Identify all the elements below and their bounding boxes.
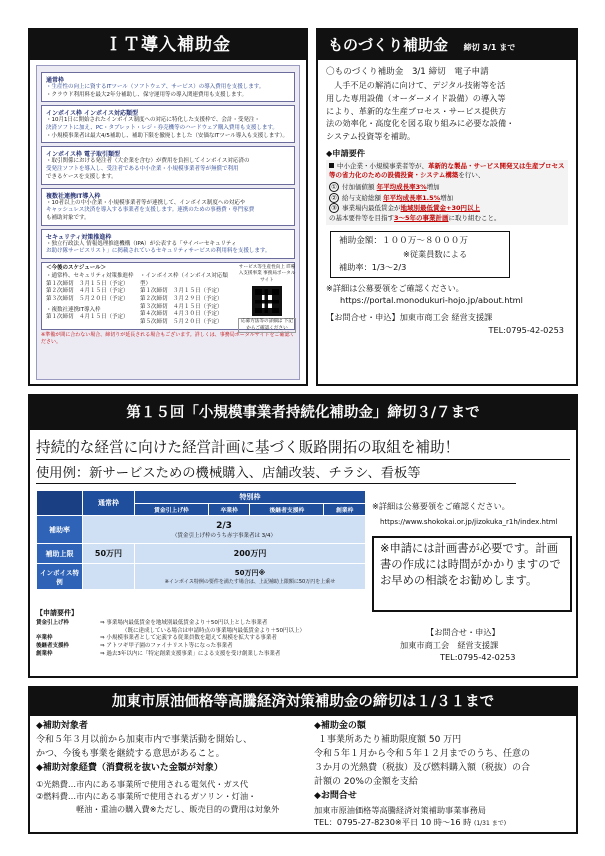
jizoku-headline: 持続的な経営に向けた経営計画に基づく販路開拓の取組を補助！ bbox=[36, 436, 570, 460]
mono-title-bar bbox=[318, 30, 576, 60]
mono-panel: ものづくり補助金 締切 3/1 まで 〇ものづくり補助金 3/1 締切 電子申請 人手不足の解消に向けて、デジタル技術等を活 用した専用設備（オーダーメイド設備）の導入等 により、革新的な生産プロセス・サービス提供方 法の効率化・高度化を図る取り組みに必要な設備・ システム投資等を補助。 ◆申請要件 中小企業・小規模事業者等が、革新的な製品・サービス開発又は生産プロセス等の省力化のための設備投資・システム構築を行い、 ① 付加価値額 年平均成長率3%増加 ② 給与支給総額 年平均成長率1.5%増加 ③ 事業場内最低賃金が地域別最低賃金+30円以上 の基本要件等を目指す3〜5年の事業計画に取り組むこと。 補助金額：１００万〜８０００万 ※従業員数による 補助率：1/3〜2/3 ※詳細は公募要領をご確認ください。 https://portal.monodukuri-hojo.jp/about.html 【お問合せ・申込】加東市商工会 経営支援課 TEL:0795-42-0253 bbox=[316, 28, 578, 386]
it-sec-invoice: インボイス枠 インボイス対応類型 ・10月1日に開始されたインボイス制度への対応に特化した支援枠で、会計・受発注・ 決済ソフトに加え、PC・タブレット・レジ・券売機等のハードウェア購入費用も支援します。 ・小規模事業者は最大4/5補助し、補助下限を撤廃しました（安価なITツール導入も支援します）。 bbox=[41, 105, 295, 143]
mono-deadline: 締切 3/1 まで bbox=[463, 43, 516, 52]
jizoku-banner: 第１５回「小規模事業者持続化補助金」締切３/７まで bbox=[30, 396, 576, 430]
mono-url[interactable]: https://portal.monodukuri-hojo.jp/about.html bbox=[340, 295, 523, 306]
jizoku-panel: 第１５回「小規模事業者持続化補助金」締切３/７まで 持続的な経営に向けた経営計画に基づく販路開拓の取組を補助！ 使用例：新サービスための機械購入、店舗改装、チラシ、看板等 通常枠 特別枠 賃金引上げ枠 卒業枠 後継者支援枠 創業枠 補助率 2/3 （賃金引上げ枠のうち赤字事業者は 3/4） 補助上限 50万円 200万円 インボイス特例 50万円※ ※インボイス特例の要件を満たす場合は、上記補助上限額に50万円を上乗せ ※詳細は公募要領をご確認ください。 https://www.shokokai.or.jp/jizokuka_r1h/index.html ※申請には計画書が必要です。計画書の作成には時間がかかりますのでお早めの相談をお勧めします。 【申請要件】 賃金引上げ枠 ⇒ 事業場内最低賃金を地域別最低賃金より＋50円以上とした事業者 （既に達成している場合は申請時点の事業場内最低賃金より＋50円以上） 卒業枠 ⇒ 小規模事業者として定義する従業員数を超えて規模を拡大する事業者 後継者支援枠 ⇒ アトツギ甲子園のファイナリスト等になった事業者 創業枠 ⇒ 過去3年以内に「特定創業支援事業」による支援を受け創業した事業者 【お問合せ・申込】 加東市商工会 経営支援課 TEL:0795-42-0253 bbox=[28, 394, 578, 678]
it-schedule: ＜今後のスケジュール＞ ・通常枠、セキュリティ対策推進枠 第１次締切 ３月１５日（予定） 第２次締切 ４月１５日（予定） 第３次締切 ５月２０日（予定） ・複数社連携IT導入枠 第１次締切 ４月１５日（予定） ・インボイス枠（インボイス対応類型） 第１次締切 ３月１５日（予定） 第２次締切 ３月２９日（予定） 第３次締切 ４月１５日（予定） 第４次締切 ４月３０日（予定） 第５次締切 ５月２０日（予定） サービス等生産性向上 IT導入支援事業 事務局ポータルサイト 応募方法等の詳細は 下記からご確認ください bbox=[41, 262, 295, 330]
jizoku-notice-box: ※申請には計画書が必要です。計画書の作成には時間がかかりますのでお早めの相談をお勧めします。 bbox=[372, 536, 572, 612]
it-sec-security: セキュリティ対策推進枠 ・独立行政法人 情報処理推進機構（IPA）が公表する「サイバーセキュリティ お助け隊サービスリスト」に掲載されているセキュリティサービスの利用料を支援します。 bbox=[41, 229, 295, 259]
it-sec-multi: 複数社連携IT導入枠 ・10者以上の中小企業・小規模事業者等が連携して、インボイス制度への対応や キャッシュレス決済を導入する事業者を支援します。連携のための事務費・専門家費 も補助対象です。 bbox=[41, 188, 295, 226]
it-sec-normal: 通常枠 ・生産性の向上に資するITツール（ソフトウェア、サービス）の導入費用を支援します。 ・クラウド利用料を最大2年分補助し、保守運用等の導入関連費用も支援します。 bbox=[41, 72, 295, 102]
oil-panel: 加東市原油価格等高騰経済対策補助金の締切は１/３１まで ◆補助対象者 令和５年３月以前から加東市内で事業活動を開始し、 かつ、今後も事業を継続する意思があること。 ◆補助対象経費（消費税を抜いた金額が対象） ①光熱費…市内にある事業所で使用される電気代・ガス代 ②燃料費…市内にある事業所で使用されるガソリン・灯油・ 軽油・重油の購入費※ただし、販売目的の費用は対象外 ◆補助金の額 １事業所あたり補助限度額 50 万円 令和５年１月から令和５年１２月までのうち、任意の ３か月の光熱費（税抜）及び燃料購入額（税抜）の合 計額の 20%の金額を支給 ◆お問合せ 加東市原油価格等高騰経済対策補助事業事務局 TEL：0795-27-8230※平日 10 時〜16 時 (1/31 まで) bbox=[28, 686, 578, 834]
it-sec-etrade: インボイス枠 電子取引類型 ・取引関係における発注者（大企業を含む）が費用を負担してインボイス対応済の 受発注ソフトを導入し、受注者である中小企業・小規模事業者等が無償で利用 できるケースを支援します。 bbox=[41, 146, 295, 184]
jizoku-url[interactable]: https://www.shokokai.or.jp/jizokuka_r1h/index.html bbox=[380, 518, 558, 526]
oil-banner: 加東市原油価格等高騰経済対策補助金の締切は１/３１まで bbox=[30, 688, 576, 716]
jizoku-grant-table: 通常枠 特別枠 賃金引上げ枠 卒業枠 後継者支援枠 創業枠 補助率 2/3 （賃金引上げ枠のうち赤字事業者は 3/4） 補助上限 50万円 200万円 インボイス特例 50万円※ ※インボイス特例の要件を満たす場合は、上記補助上限額に50万円を上乗せ bbox=[36, 490, 366, 590]
mono-title: ものづくり補助金 bbox=[328, 36, 449, 54]
mono-amount-box: 補助金額：１００万〜８０００万 ※従業員数による 補助率：1/3〜2/3 bbox=[330, 231, 510, 278]
jizoku-requirements: 【申請要件】 賃金引上げ枠 ⇒ 事業場内最低賃金を地域別最低賃金より＋50円以上とした事業者 （既に達成している場合は申請時点の事業場内最低賃金より＋50円以上） 卒業枠 ⇒ 小規模事業者として定義する従業員数を超えて規模を拡大する事業者 後継者支援枠 ⇒ アトツギ甲子園のファイナリスト等になった事業者 創業枠 ⇒ 過去3年以内に「特定創業支援事業」による支援を受け創業した事業者 bbox=[36, 609, 306, 657]
it-title: ＩＴ導入補助金 bbox=[30, 30, 306, 60]
it-panel bbox=[28, 28, 308, 386]
jizoku-contact: 【お問合せ・申込】 加東市商工会 経営支援課 TEL:0795-42-0253 bbox=[400, 627, 516, 663]
qr-code-icon[interactable] bbox=[252, 286, 282, 316]
jizoku-example: 使用例：新サービスための機械購入、店舗改装、チラシ、看板等 bbox=[36, 462, 516, 484]
it-body: 通常枠 ・生産性の向上に資するITツール（ソフトウェア、サービス）の導入費用を支援します。 ・クラウド利用料を最大2年分補助し、保守運用等の導入関連費用も支援します。 インボイス枠 インボイス対応類型 ・10月1日に開始されたインボイス制度への対応に特化した支援枠で、会計・受発注・ 決済ソフトに加え、PC・タブレット・レジ・券売機等のハードウェア購入費用も支援します。 ・小規模事業者は最大4/5補助し、補助下限を撤廃しました（安価なITツール導入も支援します）。 インボイス枠 電子取引類型 ・取引関係における発注者（大企業を含む）が費用を負担してインボイス対応済の 受発注ソフトを導入し、受注者である中小企業・小規模事業者等が無償で利用 できるケースを支援します。 複数社連携IT導入枠 ・10者以上の中小企業・小規模事業者等が連携して、インボイス制度への対応や キャッシュレス決済を導入する事業者を支援します。連携のための事務費・専門家費 も補助対象です。 セキュリティ対策推進枠 ・独立行政法人 情報処理推進機構（IPA）が公表する「サイバーセキュリティ お助け隊サービスリスト」に掲載されているセキュリティサービスの利用料を支援します。 ＜今後のスケジュール＞ ・通常枠、セキュリティ対策推進枠 第１次締切 ３月１５日（予定） 第２次締切 ４月１５日（予定） 第３次締切 ５月２０日（予定） ・複数社連携IT導入枠 第１次締切 ４月１５日（予定） ・インボイス枠（インボイス対応類型） 第１次締切 ３月１５日（予定） 第２次締切 ３月２９日（予定） 第３次締切 ４月１５日（予定） 第４次締切 ４月３０日（予定） 第５次締切 ５月２０日（予定） サービス等生産性向上 IT導入支援事業 事務局ポータルサイト 応募方法等の詳細は 下記からご確認ください ※準備が間に合わない場合、締切りが延長される場合もございます。詳しくは、事務局ポータルサイトをご確認ください。 bbox=[36, 65, 300, 380]
